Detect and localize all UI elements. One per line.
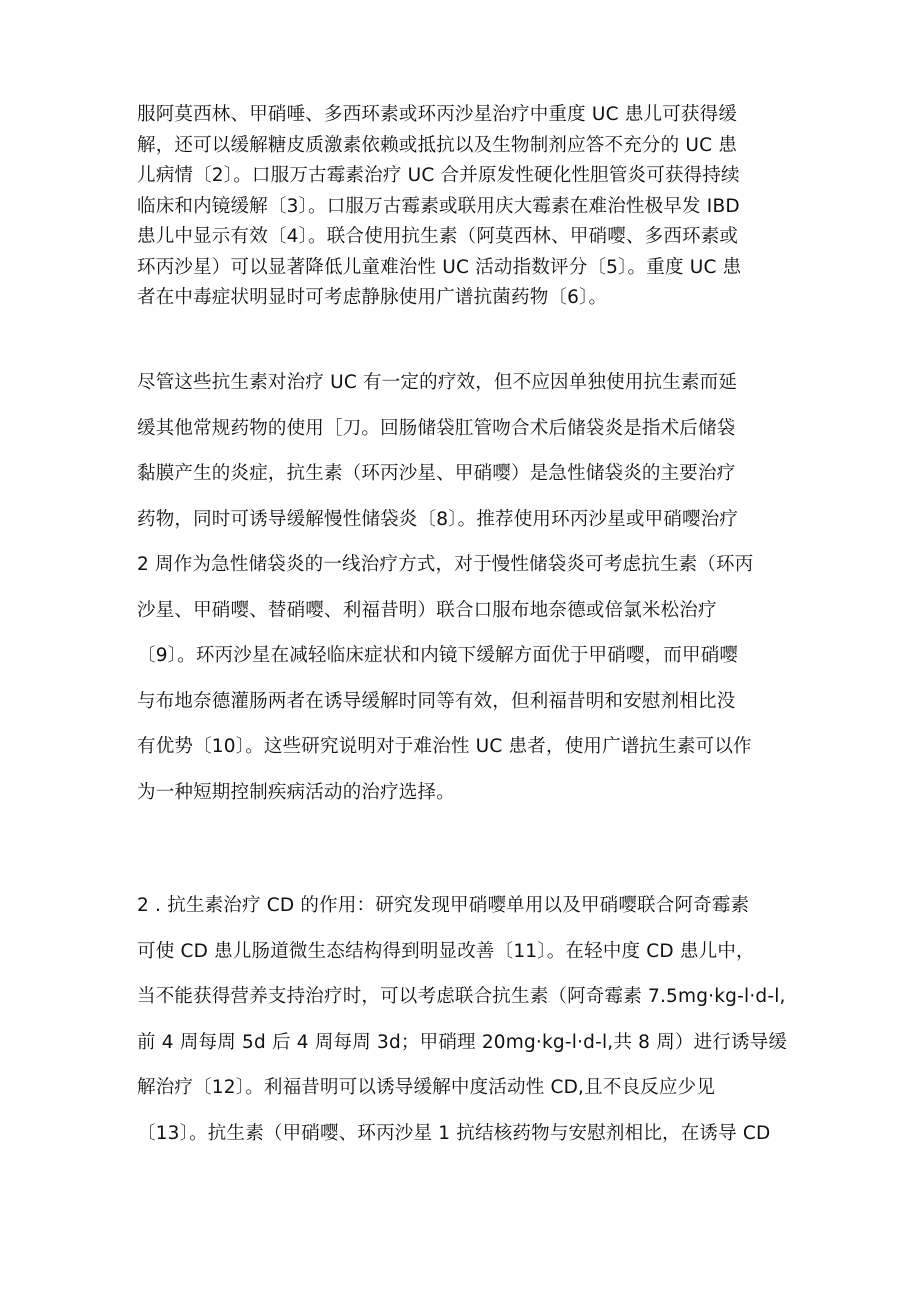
text-line: 2 . 抗生素治疗 CD 的作用：研究发现甲硝嘤单用以及甲硝嘤联合阿奇霉素: [137, 895, 750, 916]
text-line: 解，还可以缓解糖皮质激素依赖或抵抗以及生物制剂应答不充分的 UC 患: [137, 134, 738, 156]
paragraph-2: [137, 360, 797, 815]
text-line: 者在中毒症状明显时可考虑静脉使用广谱抗菌药物〔6〕。: [137, 287, 608, 308]
text-line: 〔9〕。环丙沙星在减轻临床症状和内镜下缓解方面优于甲硝嘤，而甲硝嘤: [137, 645, 739, 666]
paragraph-1: [137, 100, 797, 314]
text-line: 为一种短期控制疾病活动的治疗选择。: [137, 781, 455, 803]
text-line: 当不能获得营养支持治疗时，可以考虑联合抗生素（阿奇霉素 7.5mg·kg-l·d-l,: [137, 986, 786, 1007]
text-line: 患儿中显示有效〔4〕。联合使用抗生素（阿莫西林、甲硝嘤、多西环素或: [137, 226, 739, 247]
text-line: 尽管这些抗生素对治疗 UC 有一定的疗效，但不应因单独使用抗生素而延: [137, 372, 738, 393]
text-line: 与布地奈德灌肠两者在诱导缓解时同等有效，但利福昔明和安慰剂相比没: [137, 690, 736, 712]
text-line: 2 周作为急性储袋炎的一线治疗方式，对于慢性储袋炎可考虑抗生素（环丙: [137, 554, 754, 575]
text-line: 解治疗〔12〕。利福昔明可以诱导缓解中度活动性 CD,且不良反应少见: [137, 1077, 716, 1098]
text-line: 缓其他常规药物的使用［刀。回肠储袋肛管吻合术后储袋炎是指术后储袋: [137, 417, 736, 439]
text-line: 有优势〔10〕。这些研究说明对于难治性 UC 患者，使用广谱抗生素可以作: [137, 736, 752, 757]
text-line: 〔13〕。抗生素（甲硝嘤、环丙沙星 1 抗结核药物与安慰剂相比，在诱导 CD: [137, 1122, 771, 1144]
text-line: 临床和内镜缓解〔3〕。口服万古霉素或联用庆大霉素在难治性极早发 IBD: [137, 195, 740, 217]
text-line: 环丙沙星）可以显著降低儿童难治性 UC 活动指数评分〔5〕。重度 UC 患: [137, 256, 742, 278]
text-line: 儿病情〔2〕。口服万古霉素治疗 UC 合并原发性硬化性胆管炎可获得持续: [137, 165, 740, 186]
text-line: 黏膜产生的炎症，抗生素（环丙沙星、甲硝嘤）是急性储袋炎的主要治疗: [137, 463, 736, 484]
text-line: 服阿莫西林、甲硝唾、多西环素或环丙沙星治疗中重度 UC 患儿可获得缓: [137, 104, 738, 125]
paragraph-3: [137, 883, 797, 1156]
text-line: 可使 CD 患儿肠道微生态结构得到明显改善〔11〕。在轻中度 CD 患儿中，: [137, 940, 755, 962]
text-line: 前 4 周每周 5d 后 4 周每周 3d；甲硝理 20mg·kg-l·d-l,共 8 周）进行诱导缓: [137, 1031, 788, 1053]
text-line: 沙星、甲硝嘤、替硝嘤、利福昔明）联合口服布地奈德或倍氯米松治疗: [137, 599, 717, 621]
text-line: 药物，同时可诱导缓解慢性储袋炎〔8〕。推荐使用环丙沙星或甲硝嘤治疗: [137, 508, 739, 530]
